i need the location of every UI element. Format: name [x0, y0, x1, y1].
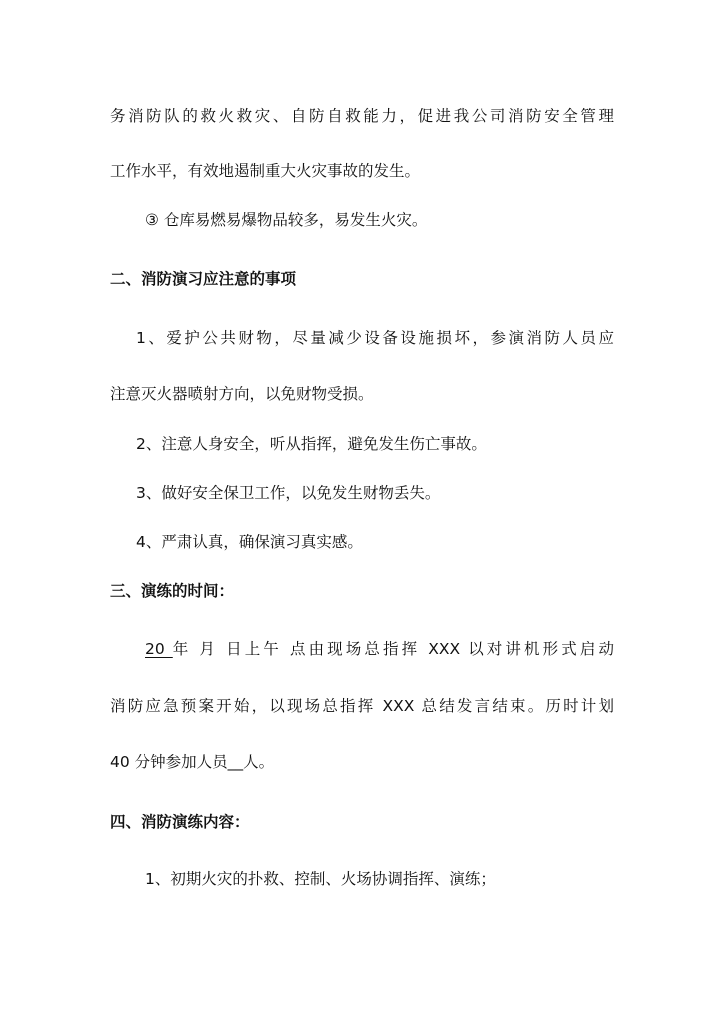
list-item-3: ③ 仓库易燃易爆物品较多，易发生火灾。 [145, 211, 428, 229]
time-line-1 [145, 638, 614, 660]
section-heading-four: 四、消防演练内容： [110, 813, 250, 831]
note-item-2: 2、注意人身安全，听从指挥，避免发生伤亡事故。 [136, 435, 487, 453]
time-line-1-text: 年 月 日上午 点由现场总指挥 XXX 以对讲机形式启动 [172, 640, 614, 658]
section-heading-two: 二、消防演习应注意的事项 [110, 270, 297, 288]
participant-count-blank: __ [227, 753, 244, 771]
time-line-3-end: 人。 [243, 753, 275, 771]
paragraph-line-1: 务消防队的救火救灾、自防自救能力，促进我公司消防安全管理 [110, 107, 614, 125]
duration-text: 40 分钟参加人员 [110, 753, 228, 771]
note-item-3: 3、做好安全保卫工作，以免发生财物丢失。 [136, 484, 441, 502]
paragraph-line-2: 工作水平，有效地遏制重大火灾事故的发生。 [110, 162, 421, 180]
note-item-4: 4、严肃认真，确保演习真实感。 [136, 533, 363, 551]
time-line-2: 消防应急预案开始，以现场总指挥 XXX 总结发言结束。历时计划 [110, 697, 614, 715]
section-heading-three: 三、演练的时间： [110, 582, 235, 600]
content-item-1: 1、初期火灾的扑救、控制、火场协调指挥、演练； [145, 870, 496, 888]
note-item-1-line-1: 1、爱护公共财物，尽量减少设备设施损坏，参演消防人员应 [136, 329, 614, 347]
time-line-3 [110, 751, 614, 773]
note-item-1-line-2: 注意灭火器喷射方向，以免财物受损。 [110, 385, 374, 403]
year-blank: 20 [145, 640, 173, 658]
